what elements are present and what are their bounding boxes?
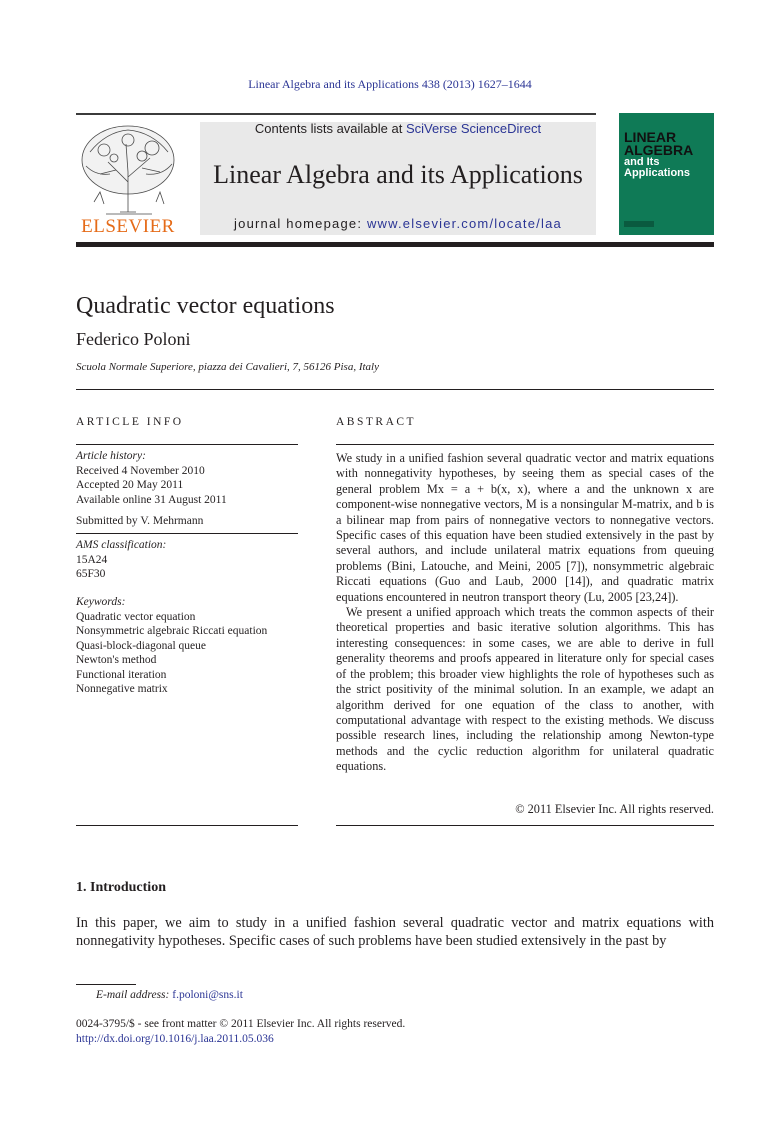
ams-code: 15A24 [76,553,108,566]
cover-line-3: and Its [624,156,660,168]
doi-line [76,1033,274,1045]
article-info-heading: ARTICLE INFO [76,416,184,428]
keyword: Nonnegative matrix [76,683,168,695]
ams-code: 65F30 [76,568,106,580]
doi-link[interactable]: http://dx.doi.org/10.1016/j.laa.2011.05.036 [76,1033,274,1045]
keyword: Nonsymmetric algebraic Riccati equation [76,625,268,637]
header-top-rule [76,113,596,115]
article-history [76,449,298,507]
keywords [76,595,298,697]
journal-citation: Linear Algebra and its Applications 438 (2013) 1627–1644 [248,77,532,91]
history-rule [76,533,298,534]
sciencedirect-link[interactable]: SciVerse ScienceDirect [405,121,542,136]
keyword: Newton's method [76,654,157,666]
elsevier-wordmark: ELSEVIER [81,216,175,237]
keyword: Functional iteration [76,668,167,681]
abstract-bottom-rule [336,825,714,826]
article-info-bottom-rule [76,825,298,826]
article-author: Federico Poloni [76,329,191,349]
history-label: Article history: [76,450,146,462]
cover-publisher-mark [624,221,654,227]
accepted-date: Accepted 20 May 2011 [76,479,184,491]
email-link[interactable]: f.poloni@sns.it [172,989,243,1001]
journal-cover-title [624,131,714,179]
keyword: Quadratic vector equation [76,610,196,623]
received-date: Received 4 November 2010 [76,464,205,477]
author-affiliation: Scuola Normale Superiore, piazza dei Cavalieri, 7, 56126 Pisa, Italy [76,361,379,373]
intro-paragraph: In this paper, we aim to study in a unified fashion several quadratic vector and matrix equations with nonnegativity hypotheses. Specific cases of such problems have been studied extensively in the past by [76,915,714,949]
contents-line [200,121,596,136]
footnote-rule [76,984,136,985]
ams-classification [76,538,298,582]
keyword: Quasi-block-diagonal queue [76,639,206,652]
journal-title: Linear Algebra and its Applications [213,160,583,189]
title-rule [76,389,714,390]
header-bottom-rule [76,242,714,247]
abstract-body [336,451,714,775]
online-date: Available online 31 August 2011 [76,493,227,506]
cover-line-4: Applications [624,167,691,179]
abstract-copyright: © 2011 Elsevier Inc. All rights reserved. [515,802,714,816]
section-heading: 1. Introduction [76,880,166,895]
keywords-label: Keywords: [76,596,126,608]
issn-line: 0024-3795/$ - see front matter © 2011 Elsevier Inc. All rights reserved. [76,1018,406,1030]
ams-label: AMS classification: [76,539,167,551]
article-info-rule [76,444,298,445]
homepage-link[interactable]: www.elsevier.com/locate/laa [366,216,562,231]
abstract-paragraph: We present a unified approach which treats the common aspects of their theoretical properties and basic iterative solution algorithms. This has interesting consequences: in some cases, we are able to derive in full generality theorems and proofs appeared in literature only for special cases of the problem; this broader view highlights the role of hypotheses such as the strict positivity of the minimal solution. In an example, we adapt an algorithm derived for one equation of the class to another, with computational advantage with respect to the existing methods. We discuss possible research lines, including the relationship among Newton-type methods and the cyclic reduction algorithm for unilateral quadratic equations. [336,605,714,774]
journal-homepage [200,216,596,231]
article-title: Quadratic vector equations [76,293,335,319]
submitted-by: Submitted by V. Mehrmann [76,515,204,527]
cover-line-1: LINEAR [624,129,677,145]
abstract-paragraph: We study in a unified fashion several quadratic vector and matrix equations with nonnegativity hypotheses, by seeing them as special cases of the general problem Mx = a + b(x, x), where a and the unknown x are component-wise nonnegative vectors, M is a nonsingular M-matrix, and b is a bilinear map from pairs of nonnegative vectors to nonnegative vectors. Specific cases of this equation have been studied extensively in the past by several authors, and include unilateral matrix equations from queuing problems (Bini, Latouche, and Meini, 2005 [7]), nonsymmetric algebraic Riccati equations (Guo and Laub, 2000 [14]), and quadratic matrix equations encountered in neutron transport theory (Lu, 2005 [23,24]). [336,451,714,604]
contents-prefix: Contents lists available at [254,121,406,136]
abstract-rule [336,444,714,445]
author-email [96,989,243,1001]
abstract-heading: ABSTRACT [336,416,417,428]
email-label: E-mail address: [96,989,173,1001]
cover-line-2: ALGEBRA [624,142,694,158]
homepage-prefix: journal homepage: [234,216,367,231]
